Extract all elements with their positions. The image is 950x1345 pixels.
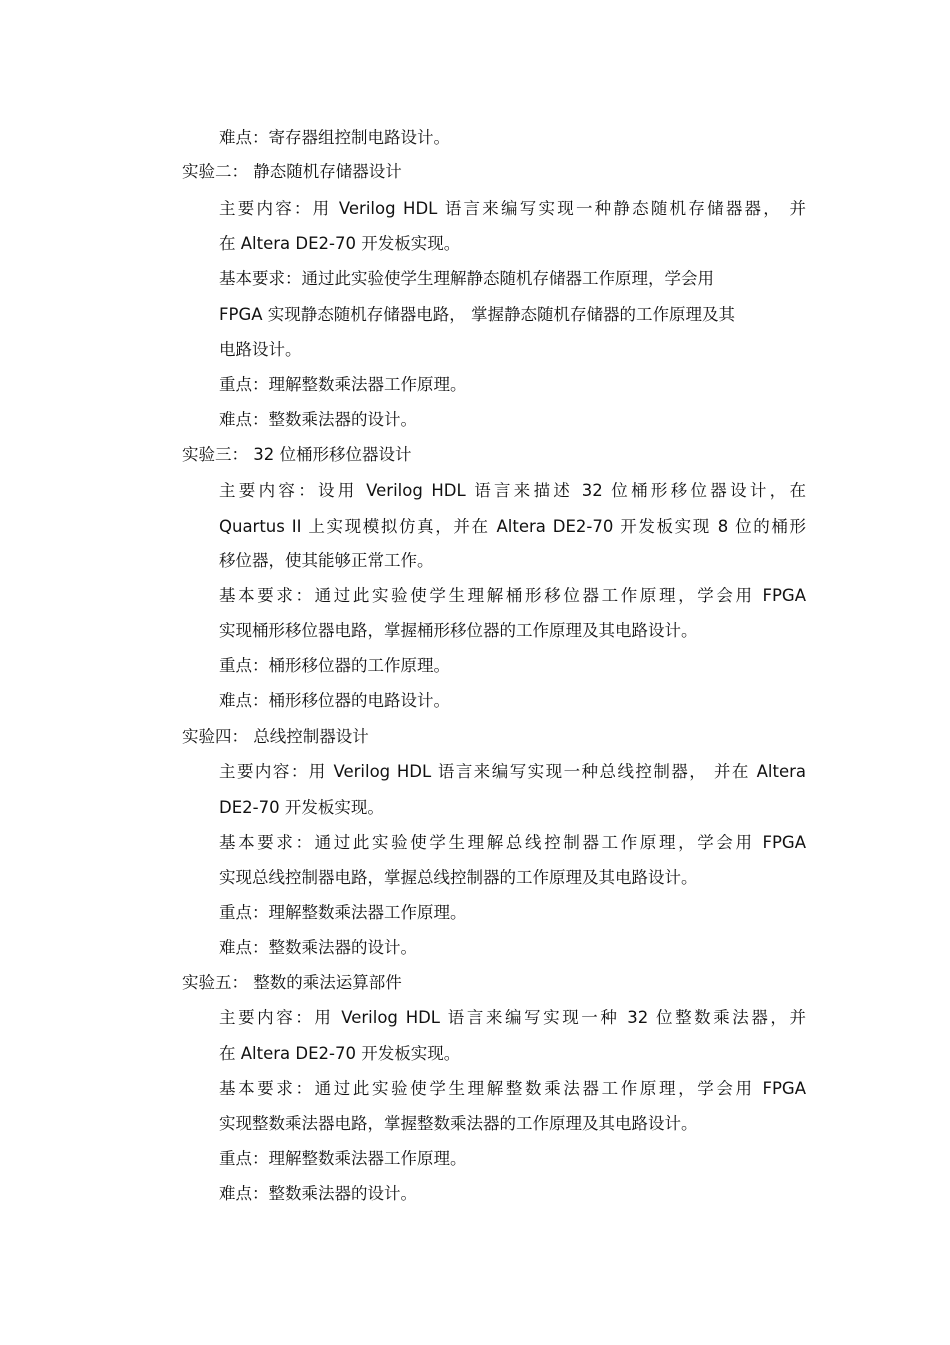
experiment-heading: 实验二： 静态随机存储器设计: [182, 162, 402, 181]
key-point-line: 重点：理解整数乘法器工作原理。: [219, 1149, 467, 1168]
requirement-line: 实现整数乘法器电路，掌握整数乘法器的工作原理及其电路设计。: [219, 1114, 698, 1133]
experiment-heading: 实验三： 32 位桶形移位器设计: [182, 445, 412, 464]
requirement-line: 实现桶形移位器电路，掌握桶形移位器的工作原理及其电路设计。: [219, 621, 698, 640]
experiment-heading: 实验五： 整数的乘法运算部件: [182, 973, 402, 992]
experiment-heading: 实验四： 总线控制器设计: [182, 727, 369, 746]
difficulty-line: 难点：整数乘法器的设计。: [219, 938, 417, 957]
key-point-line: 重点：理解整数乘法器工作原理。: [219, 375, 467, 394]
difficulty-line: 难点：整数乘法器的设计。: [219, 1184, 417, 1203]
key-point-line: 重点：理解整数乘法器工作原理。: [219, 903, 467, 922]
requirement-line: 实现总线控制器电路，掌握总线控制器的工作原理及其电路设计。: [219, 868, 698, 887]
content-line: 主要内容：用 Verilog HDL 语言来编写实现一种总线控制器， 并在 Altera: [219, 762, 806, 781]
requirement-line: 基本要求：通过此实验使学生理解总线控制器工作原理，学会用 FPGA: [219, 833, 806, 852]
content-line: 主要内容：设用 Verilog HDL 语言来描述 32 位桶形移位器设计，在: [219, 481, 806, 500]
content-line: 在 Altera DE2-70 开发板实现。: [219, 1044, 461, 1063]
content-line: 在 Altera DE2-70 开发板实现。: [219, 234, 461, 253]
difficulty-line: 难点：桶形移位器的电路设计。: [219, 691, 450, 710]
requirement-line: 基本要求：通过此实验使学生理解整数乘法器工作原理，学会用 FPGA: [219, 1079, 806, 1098]
content-line: 移位器，使其能够正常工作。: [219, 551, 434, 570]
requirement-line: FPGA 实现静态随机存储器电路， 掌握静态随机存储器的工作原理及其: [219, 305, 736, 324]
content-line: 主要内容：用 Verilog HDL 语言来编写实现一种静态随机存储器器， 并: [219, 199, 806, 218]
content-line: 主要内容：用 Verilog HDL 语言来编写实现一种 32 位整数乘法器，并: [219, 1008, 806, 1027]
requirement-line: 电路设计。: [219, 340, 302, 359]
requirement-line: 基本要求：通过此实验使学生理解静态随机存储器工作原理，学会用: [219, 269, 714, 288]
difficulty-line: 难点：整数乘法器的设计。: [219, 410, 417, 429]
content-line: Quartus II 上实现模拟仿真，并在 Altera DE2-70 开发板实现 8 位的桶形: [219, 517, 806, 536]
requirement-line: 基本要求：通过此实验使学生理解桶形移位器工作原理，学会用 FPGA: [219, 586, 806, 605]
key-point-line: 重点：桶形移位器的工作原理。: [219, 656, 450, 675]
difficulty-line: 难点：寄存器组控制电路设计。: [219, 128, 450, 147]
content-line: DE2-70 开发板实现。: [219, 798, 384, 817]
